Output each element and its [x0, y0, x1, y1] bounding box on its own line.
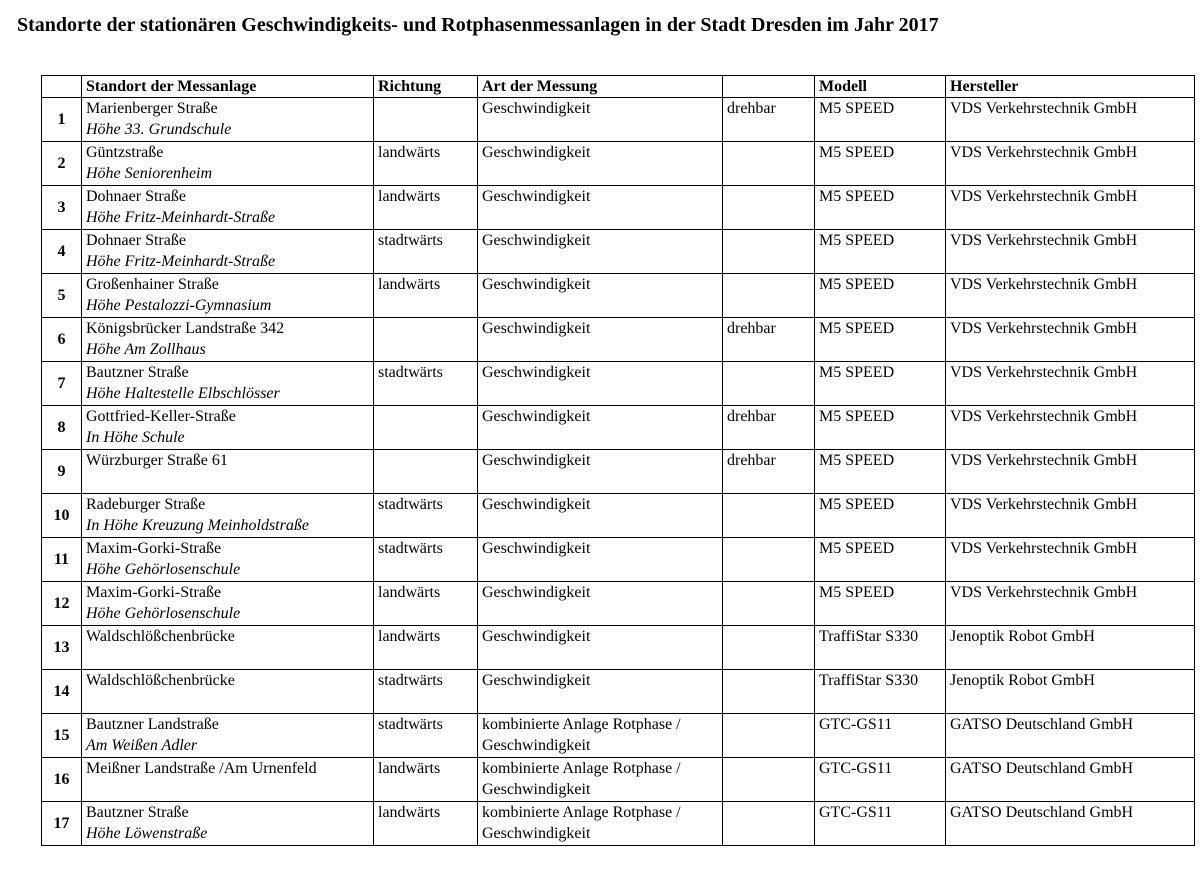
- table-row: [42, 582, 1195, 626]
- measurement-cell: [478, 274, 723, 318]
- header-rotation: [723, 76, 815, 98]
- table-row: [42, 274, 1195, 318]
- header-direction: Richtung: [374, 76, 478, 98]
- rotation-cell: drehbar: [723, 406, 815, 450]
- location-name: Gottfried-Keller-Straße: [86, 408, 236, 425]
- model-cell: TraffiStar S330: [815, 626, 946, 670]
- direction-cell: landwärts: [374, 582, 478, 626]
- measurement-type: Geschwindigkeit: [482, 188, 591, 205]
- rotation-cell: [723, 494, 815, 538]
- direction-cell: landwärts: [374, 802, 478, 846]
- direction-cell: stadtwärts: [374, 714, 478, 758]
- location-cell: [82, 450, 374, 494]
- row-number: 5: [42, 274, 82, 318]
- location-name: Königsbrücker Landstraße 342: [86, 320, 285, 337]
- table-row: [42, 494, 1195, 538]
- measurement-type-continued: Geschwindigkeit: [482, 825, 591, 842]
- measurement-type: Geschwindigkeit: [482, 144, 591, 161]
- rotation-cell: [723, 230, 815, 274]
- measurement-cell: [478, 186, 723, 230]
- manufacturer-cell: VDS Verkehrstechnik GmbH: [946, 406, 1195, 450]
- location-detail: Höhe Gehörlosenschule: [86, 605, 241, 622]
- table-row: [42, 538, 1195, 582]
- manufacturer-cell: GATSO Deutschland GmbH: [946, 758, 1195, 802]
- measurement-type: kombinierte Anlage Rotphase /: [482, 716, 681, 733]
- measurement-cell: [478, 98, 723, 142]
- model-cell: M5 SPEED: [815, 582, 946, 626]
- table-row: [42, 318, 1195, 362]
- direction-cell: stadtwärts: [374, 494, 478, 538]
- table-header-row: [42, 76, 1195, 98]
- manufacturer-cell: VDS Verkehrstechnik GmbH: [946, 362, 1195, 406]
- location-name: Großenhainer Straße: [86, 276, 219, 293]
- location-cell: [82, 494, 374, 538]
- manufacturer-cell: VDS Verkehrstechnik GmbH: [946, 538, 1195, 582]
- location-cell: [82, 802, 374, 846]
- location-cell: [82, 362, 374, 406]
- location-cell: [82, 142, 374, 186]
- location-detail: Höhe Am Zollhaus: [86, 341, 206, 358]
- measurement-type: Geschwindigkeit: [482, 584, 591, 601]
- rotation-cell: [723, 714, 815, 758]
- location-name: Maxim-Gorki-Straße: [86, 540, 222, 557]
- measurement-cell: [478, 230, 723, 274]
- table-row: [42, 186, 1195, 230]
- measurement-type: Geschwindigkeit: [482, 320, 591, 337]
- measurement-type: kombinierte Anlage Rotphase /: [482, 804, 681, 821]
- location-detail: In Höhe Kreuzung Meinholdstraße: [86, 517, 309, 534]
- row-number: 13: [42, 626, 82, 670]
- row-number: 4: [42, 230, 82, 274]
- measurement-type-continued: Geschwindigkeit: [482, 781, 591, 798]
- measurement-cell: [478, 670, 723, 714]
- measurement-type: Geschwindigkeit: [482, 672, 591, 689]
- rotation-cell: [723, 582, 815, 626]
- table-row: [42, 142, 1195, 186]
- row-number: 11: [42, 538, 82, 582]
- location-name: Würzburger Straße 61: [86, 452, 228, 469]
- manufacturer-cell: GATSO Deutschland GmbH: [946, 714, 1195, 758]
- header-location: Standort der Messanlage: [82, 76, 374, 98]
- measurement-type: Geschwindigkeit: [482, 408, 591, 425]
- row-number: 15: [42, 714, 82, 758]
- direction-cell: stadtwärts: [374, 230, 478, 274]
- model-cell: M5 SPEED: [815, 362, 946, 406]
- model-cell: GTC-GS11: [815, 802, 946, 846]
- location-name: Güntzstraße: [86, 144, 164, 161]
- manufacturer-cell: VDS Verkehrstechnik GmbH: [946, 582, 1195, 626]
- location-name: Bautzner Straße: [86, 804, 189, 821]
- measurement-type: Geschwindigkeit: [482, 232, 591, 249]
- table-row: [42, 802, 1195, 846]
- table-row: [42, 714, 1195, 758]
- location-detail: In Höhe Schule: [86, 429, 185, 446]
- location-cell: [82, 406, 374, 450]
- direction-cell: [374, 406, 478, 450]
- model-cell: TraffiStar S330: [815, 670, 946, 714]
- direction-cell: landwärts: [374, 758, 478, 802]
- measurement-cell: [478, 494, 723, 538]
- direction-cell: stadtwärts: [374, 670, 478, 714]
- rotation-cell: [723, 758, 815, 802]
- manufacturer-cell: VDS Verkehrstechnik GmbH: [946, 274, 1195, 318]
- model-cell: M5 SPEED: [815, 274, 946, 318]
- header-model: Modell: [815, 76, 946, 98]
- measurement-cell: [478, 582, 723, 626]
- row-number: 14: [42, 670, 82, 714]
- manufacturer-cell: Jenoptik Robot GmbH: [946, 670, 1195, 714]
- location-cell: [82, 318, 374, 362]
- measurement-cell: [478, 802, 723, 846]
- location-cell: [82, 186, 374, 230]
- location-name: Marienberger Straße: [86, 100, 218, 117]
- measurement-type: Geschwindigkeit: [482, 100, 591, 117]
- measurement-cell: [478, 450, 723, 494]
- location-cell: [82, 538, 374, 582]
- row-number: 3: [42, 186, 82, 230]
- measurement-type: Geschwindigkeit: [482, 276, 591, 293]
- location-name: Radeburger Straße: [86, 496, 206, 513]
- measurement-cell: [478, 538, 723, 582]
- location-name: Waldschlößchenbrücke: [86, 628, 235, 645]
- location-name: Dohnaer Straße: [86, 232, 186, 249]
- direction-cell: landwärts: [374, 186, 478, 230]
- manufacturer-cell: Jenoptik Robot GmbH: [946, 626, 1195, 670]
- model-cell: M5 SPEED: [815, 230, 946, 274]
- location-detail: Höhe Gehörlosenschule: [86, 561, 241, 578]
- direction-cell: [374, 318, 478, 362]
- measurement-cell: [478, 406, 723, 450]
- measurement-cell: [478, 714, 723, 758]
- row-number: 2: [42, 142, 82, 186]
- location-detail: Höhe Fritz-Meinhardt-Straße: [86, 253, 276, 270]
- location-name: Waldschlößchenbrücke: [86, 672, 235, 689]
- location-detail: Höhe 33. Grundschule: [86, 121, 232, 138]
- row-number: 1: [42, 98, 82, 142]
- measurement-type-continued: Geschwindigkeit: [482, 737, 591, 754]
- measurement-cell: [478, 758, 723, 802]
- rotation-cell: [723, 142, 815, 186]
- rotation-cell: [723, 670, 815, 714]
- model-cell: M5 SPEED: [815, 494, 946, 538]
- location-name: Maxim-Gorki-Straße: [86, 584, 222, 601]
- model-cell: M5 SPEED: [815, 406, 946, 450]
- model-cell: M5 SPEED: [815, 98, 946, 142]
- rotation-cell: [723, 274, 815, 318]
- location-detail: Höhe Haltestelle Elbschlösser: [86, 385, 280, 402]
- manufacturer-cell: VDS Verkehrstechnik GmbH: [946, 318, 1195, 362]
- row-number: 17: [42, 802, 82, 846]
- row-number: 10: [42, 494, 82, 538]
- direction-cell: landwärts: [374, 142, 478, 186]
- table-row: [42, 362, 1195, 406]
- measurement-type: Geschwindigkeit: [482, 540, 591, 557]
- measurement-type: Geschwindigkeit: [482, 364, 591, 381]
- measurement-type: kombinierte Anlage Rotphase /: [482, 760, 681, 777]
- location-cell: [82, 714, 374, 758]
- row-number: 6: [42, 318, 82, 362]
- location-name: Meißner Landstraße /Am Urnenfeld: [86, 760, 317, 777]
- manufacturer-cell: VDS Verkehrstechnik GmbH: [946, 494, 1195, 538]
- measurement-cell: [478, 626, 723, 670]
- location-cell: [82, 758, 374, 802]
- measurement-sites-table: [41, 75, 1195, 846]
- table-row: [42, 758, 1195, 802]
- location-detail: Höhe Seniorenheim: [86, 165, 213, 182]
- table-row: [42, 406, 1195, 450]
- table-row: [42, 626, 1195, 670]
- row-number: 7: [42, 362, 82, 406]
- rotation-cell: drehbar: [723, 450, 815, 494]
- model-cell: M5 SPEED: [815, 538, 946, 582]
- row-number: 16: [42, 758, 82, 802]
- manufacturer-cell: GATSO Deutschland GmbH: [946, 802, 1195, 846]
- measurement-type: Geschwindigkeit: [482, 452, 591, 469]
- direction-cell: stadtwärts: [374, 538, 478, 582]
- location-detail: Höhe Fritz-Meinhardt-Straße: [86, 209, 276, 226]
- rotation-cell: [723, 362, 815, 406]
- table-row: [42, 98, 1195, 142]
- table-body: [42, 98, 1195, 846]
- model-cell: GTC-GS11: [815, 758, 946, 802]
- direction-cell: landwärts: [374, 626, 478, 670]
- direction-cell: stadtwärts: [374, 362, 478, 406]
- model-cell: GTC-GS11: [815, 714, 946, 758]
- model-cell: M5 SPEED: [815, 318, 946, 362]
- model-cell: M5 SPEED: [815, 450, 946, 494]
- location-cell: [82, 626, 374, 670]
- location-name: Bautzner Straße: [86, 364, 189, 381]
- location-cell: [82, 670, 374, 714]
- direction-cell: landwärts: [374, 274, 478, 318]
- manufacturer-cell: VDS Verkehrstechnik GmbH: [946, 230, 1195, 274]
- location-detail: Höhe Pestalozzi-Gymnasium: [86, 297, 272, 314]
- measurement-type: Geschwindigkeit: [482, 628, 591, 645]
- rotation-cell: [723, 538, 815, 582]
- row-number: 9: [42, 450, 82, 494]
- row-number: 8: [42, 406, 82, 450]
- manufacturer-cell: VDS Verkehrstechnik GmbH: [946, 98, 1195, 142]
- location-detail: Höhe Löwenstraße: [86, 825, 208, 842]
- direction-cell: [374, 98, 478, 142]
- table-row: [42, 670, 1195, 714]
- manufacturer-cell: VDS Verkehrstechnik GmbH: [946, 186, 1195, 230]
- manufacturer-cell: VDS Verkehrstechnik GmbH: [946, 450, 1195, 494]
- location-cell: [82, 582, 374, 626]
- header-manufacturer: Hersteller: [946, 76, 1195, 98]
- measurement-cell: [478, 362, 723, 406]
- location-cell: [82, 98, 374, 142]
- location-name: Dohnaer Straße: [86, 188, 186, 205]
- header-num: [42, 76, 82, 98]
- measurement-type: Geschwindigkeit: [482, 496, 591, 513]
- rotation-cell: drehbar: [723, 318, 815, 362]
- rotation-cell: [723, 186, 815, 230]
- manufacturer-cell: VDS Verkehrstechnik GmbH: [946, 142, 1195, 186]
- direction-cell: [374, 450, 478, 494]
- location-cell: [82, 230, 374, 274]
- location-detail: Am Weißen Adler: [86, 737, 198, 754]
- row-number: 12: [42, 582, 82, 626]
- measurement-cell: [478, 318, 723, 362]
- header-measurement: Art der Messung: [478, 76, 723, 98]
- rotation-cell: drehbar: [723, 98, 815, 142]
- model-cell: M5 SPEED: [815, 186, 946, 230]
- location-cell: [82, 274, 374, 318]
- model-cell: M5 SPEED: [815, 142, 946, 186]
- document-title: Standorte der stationären Geschwindigkeits- und Rotphasenmessanlagen in der Stadt Dresden im Jahr 2017: [17, 14, 939, 36]
- location-name: Bautzner Landstraße: [86, 716, 219, 733]
- measurement-cell: [478, 142, 723, 186]
- table-row: [42, 230, 1195, 274]
- rotation-cell: [723, 802, 815, 846]
- rotation-cell: [723, 626, 815, 670]
- table-row: [42, 450, 1195, 494]
